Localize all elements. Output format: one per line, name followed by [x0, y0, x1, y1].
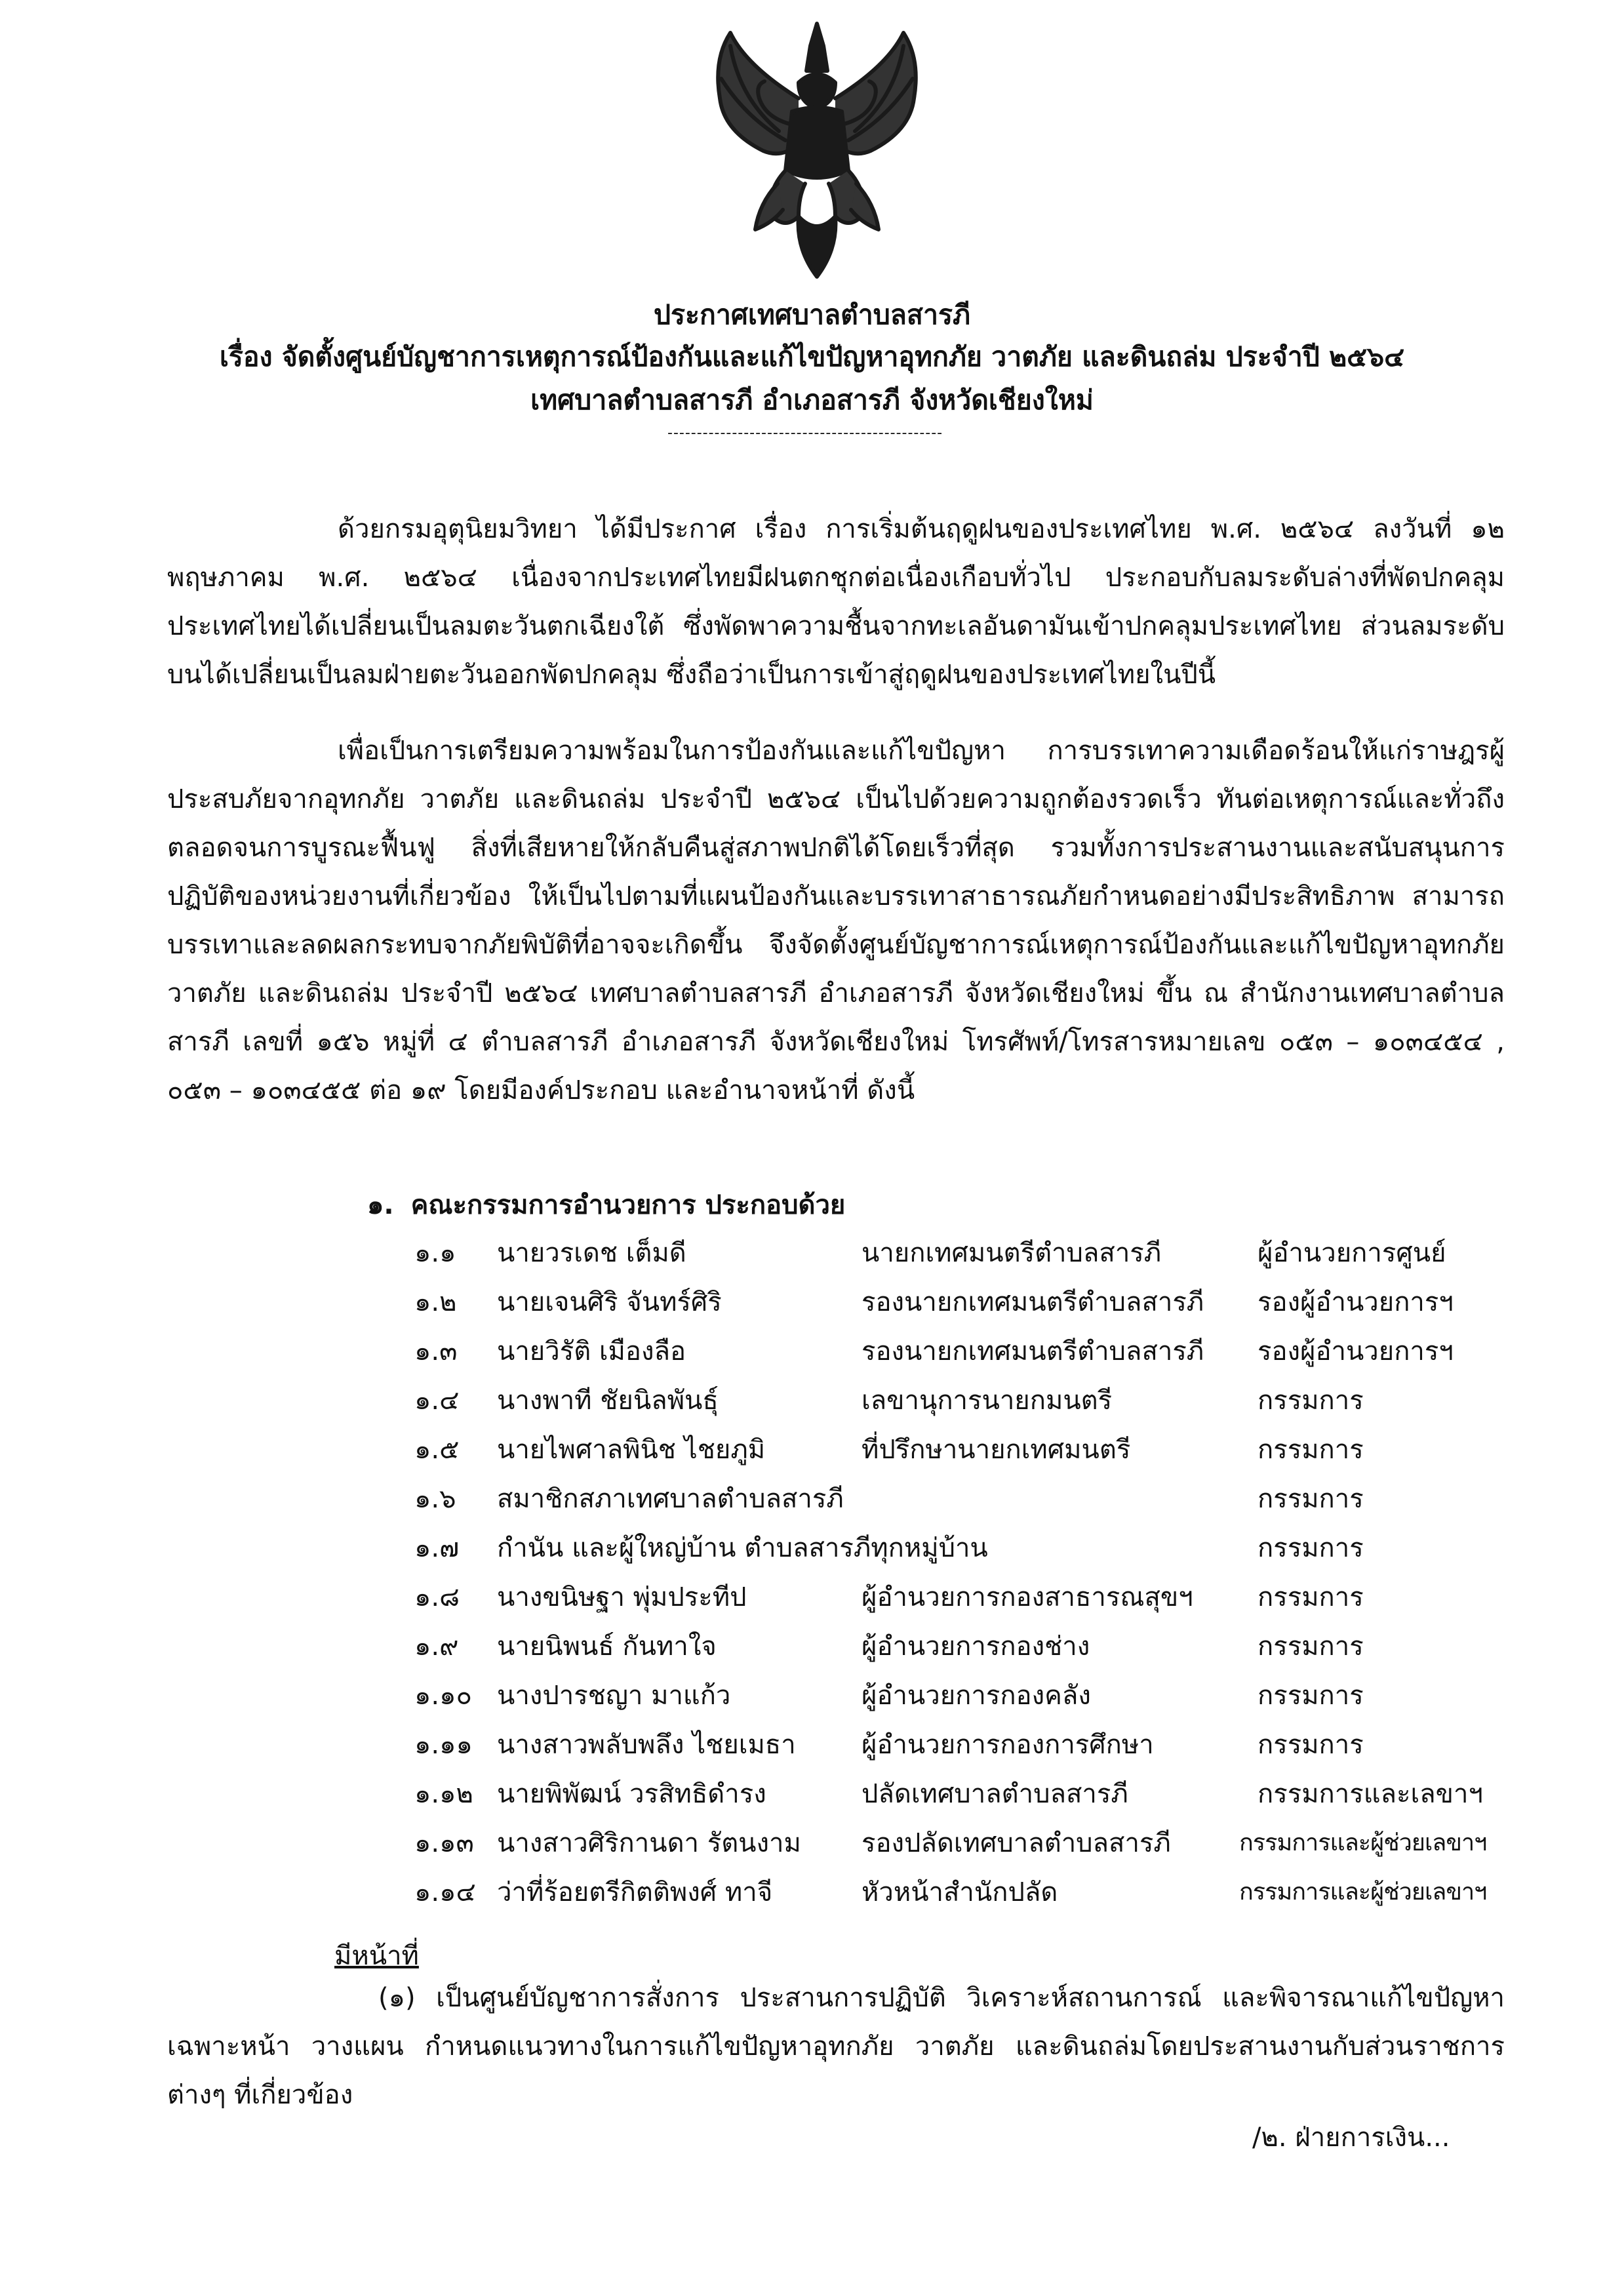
paragraph-2: เพื่อเป็นการเตรียมความพร้อมในการป้องกันและแก้ไขปัญหา การบรรเทาความเดือดร้อนให้แก่ราษฎรผู้ประสบภัยจากอุทกภัย วาตภัย และดินถล่ม ประจำปี ๒๕๖๔ เป็นไปด้วยความถูกต้องรวดเร็ว ทันต่อเหตุการณ์และทั่วถึง ตลอดจนการบูรณะฟื้นฟู สิ่งที่เสียหายให้กลับคืนสู่สภาพปกติได้โดยเร็วที่สุด รวมทั้งการประสานงานและสนับสนุนการปฏิบัติของหน่วยงานที่เกี่ยวข้อง ให้เป็นไปตามที่แผนป้องกันและบรรเทาสาธารณภัยกำหนดอย่างมีประสิทธิภาพ สามารถบรรเทาและลดผลกระทบจากภัยพิบัติที่อาจจะเกิดขึ้น จึงจัดตั้งศูนย์บัญชาการณ์เหตุการณ์ป้องกันและแก้ไขปัญหาอุทกภัย วาตภัย และดินถล่ม ประจำปี ๒๕๖๔ เทศบาลตำบลสารภี อำเภอสารภี จังหวัดเชียงใหม่ ขึ้น ณ สำนักงานเทศบาลตำบลสารภี เลขที่ ๑๕๖ หมู่ที่ ๔ ตำบลสารภี อำเภอสารภี จังหวัดเชียงใหม่ โทรศัพท์/โทรสารหมายเลข ๐๕๓ – ๑๐๓๔๕๔ , ๐๕๓ – ๑๐๓๔๕๕ ต่อ ๑๙ โดยมีองค์ประกอบ และอำนาจหน้าที่ ดังนี้ [167, 736, 1505, 1106]
duty-item-1: (๑) เป็นศูนย์บัญชาการสั่งการ ประสานการปฏิบัติ วิเคราะห์สถานการณ์ และพิจารณาแก้ไขปัญหาเฉพาะหน้า วางแผน กำหนดแนวทางในการแก้ไขปัญหาอุทกภัย วาตภัย และดินถล่มโดยประสานงานกับส่วนราชการต่างๆ ที่เกี่ยวข้อง [167, 1983, 1505, 2110]
member-role: กรรมการและผู้ช่วยเลขาฯ [1239, 1829, 1487, 1856]
announcement-subject: เรื่อง จัดตั้งศูนย์บัญชาการเหตุการณ์ป้องกันและแก้ไขปัญหาอุทกภัย วาตภัย และดินถล่ม ประจำปี ๒๕๖๔ [219, 341, 1405, 372]
title-separator: ----------------------------------------------- [667, 425, 943, 439]
member-role: กรรมการ [1258, 1681, 1364, 1711]
member-number: ๑.๑๑ [414, 1730, 473, 1760]
member-role: กรรมการและเลขาฯ [1258, 1779, 1483, 1809]
member-number: ๑.๑๔ [414, 1877, 476, 1907]
member-position: หัวหน้าสำนักปลัด [862, 1877, 1058, 1907]
member-role: กรรมการและผู้ช่วยเลขาฯ [1239, 1879, 1487, 1906]
member-name: นายนิพนธ์ กันทาใจ [497, 1631, 717, 1662]
member-number: ๑.๕ [414, 1435, 460, 1465]
member-role: กรรมการ [1258, 1484, 1364, 1514]
member-name: นายวิรัติ เมืองลือ [497, 1336, 686, 1367]
member-position: นายกเทศมนตรีตำบลสารภี [862, 1238, 1162, 1268]
member-name: นายเจนศิริ จันทร์ศิริ [497, 1287, 722, 1317]
member-name: นายพิพัฒน์ วรสิทธิดำรง [497, 1779, 766, 1809]
member-number: ๑.๒ [414, 1287, 457, 1317]
member-role: กรรมการ [1258, 1631, 1364, 1662]
member-position: ผู้อำนวยการกองสาธารณสุขฯ [862, 1582, 1193, 1612]
paragraph-1: ด้วยกรมอุตุนิยมวิทยา ได้มีประกาศ เรื่อง การเริ่มต้นฤดูฝนของประเทศไทย พ.ศ. ๒๕๖๔ ลงวันที่ ๑๒ พฤษภาคม พ.ศ. ๒๕๖๔ เนื่องจากประเทศไทยมีฝนตกชุกต่อเนื่องเกือบทั่วไป ประกอบกับลมระดับล่างที่พัดปกคลุมประเทศไทยได้เปลี่ยนเป็นลมตะวันตกเฉียงใต้ ซึ่งพัดพาความชื้นจากทะเลอันดามันเข้าปกคลุมประเทศไทย ส่วนลมระดับบนได้เปลี่ยนเป็นลมฝ่ายตะวันออกพัดปกคลุม ซึ่งถือว่าเป็นการเข้าสู่ฤดูฝนของประเทศไทยในปีนี้ [167, 514, 1505, 690]
garuda-emblem-icon [700, 20, 934, 282]
announcement-title: ประกาศเทศบาลตำบลสารภี [653, 299, 971, 330]
member-position: ที่ปรึกษานายกเทศมนตรี [862, 1435, 1131, 1465]
member-name: นายไพศาลพินิช ไชยภูมิ [497, 1435, 766, 1465]
member-role: กรรมการ [1258, 1730, 1364, 1760]
member-number: ๑.๘ [414, 1582, 460, 1612]
member-number: ๑.๖ [414, 1484, 456, 1514]
member-number: ๑.๑๐ [414, 1681, 472, 1711]
member-name: นายวรเดช เต็มดี [497, 1238, 686, 1268]
member-name: กำนัน และผู้ใหญ่บ้าน ตำบลสารภีทุกหมู่บ้าน [497, 1533, 988, 1563]
section-1-number: ๑. [367, 1190, 394, 1220]
member-role: รองผู้อำนวยการฯ [1258, 1287, 1454, 1317]
member-number: ๑.๓ [414, 1336, 458, 1367]
member-position: ผู้อำนวยการกองคลัง [862, 1681, 1091, 1711]
member-role: รองผู้อำนวยการฯ [1258, 1336, 1454, 1367]
member-number: ๑.๗ [414, 1533, 460, 1563]
member-number: ๑.๑๓ [414, 1828, 474, 1858]
member-number: ๑.๑ [414, 1238, 456, 1268]
member-position: เลขานุการนายกมนตรี [862, 1386, 1113, 1416]
member-position: ผู้อำนวยการกองการศึกษา [862, 1730, 1154, 1760]
page-continuation: /๒. ฝ่ายการเงิน... [1252, 2123, 1450, 2153]
section-1-heading [367, 1186, 845, 1225]
member-name: ว่าที่ร้อยตรีกิตติพงศ์ ทาจี [497, 1877, 773, 1907]
member-number: ๑.๑๒ [414, 1779, 473, 1809]
member-role: กรรมการ [1258, 1435, 1364, 1465]
member-position: รองนายกเทศมนตรีตำบลสารภี [862, 1287, 1204, 1317]
member-name: สมาชิกสภาเทศบาลตำบลสารภี [497, 1484, 844, 1514]
member-position: รองนายกเทศมนตรีตำบลสารภี [862, 1336, 1204, 1367]
member-number: ๑.๔ [414, 1386, 460, 1416]
member-position: ผู้อำนวยการกองช่าง [862, 1631, 1090, 1662]
member-role: กรรมการ [1258, 1533, 1364, 1563]
member-name: นางสาวพลับพลึง ไชยเมธา [497, 1730, 796, 1760]
member-position: รองปลัดเทศบาลตำบลสารภี [862, 1828, 1171, 1858]
member-role: กรรมการ [1258, 1582, 1364, 1612]
member-role: ผู้อำนวยการศูนย์ [1258, 1238, 1446, 1268]
announcement-organization: เทศบาลตำบลสารภี อำเภอสารภี จังหวัดเชียงใหม่ [530, 384, 1094, 416]
member-name: นางขนิษฐา พุ่มประทีป [497, 1582, 747, 1612]
member-position: ปลัดเทศบาลตำบลสารภี [862, 1779, 1128, 1809]
member-name: นางพาที ชัยนิลพันธุ์ [497, 1386, 719, 1416]
member-number: ๑.๙ [414, 1631, 459, 1662]
duties-heading: มีหน้าที่ [334, 1941, 419, 1971]
member-name: นางสาวศิริกานดา รัตนงาม [497, 1828, 801, 1858]
section-1-title: คณะกรรมการอำนวยการ ประกอบด้วย [410, 1190, 846, 1220]
member-name: นางปารชญา มาแก้ว [497, 1681, 731, 1711]
member-role: กรรมการ [1258, 1386, 1364, 1416]
